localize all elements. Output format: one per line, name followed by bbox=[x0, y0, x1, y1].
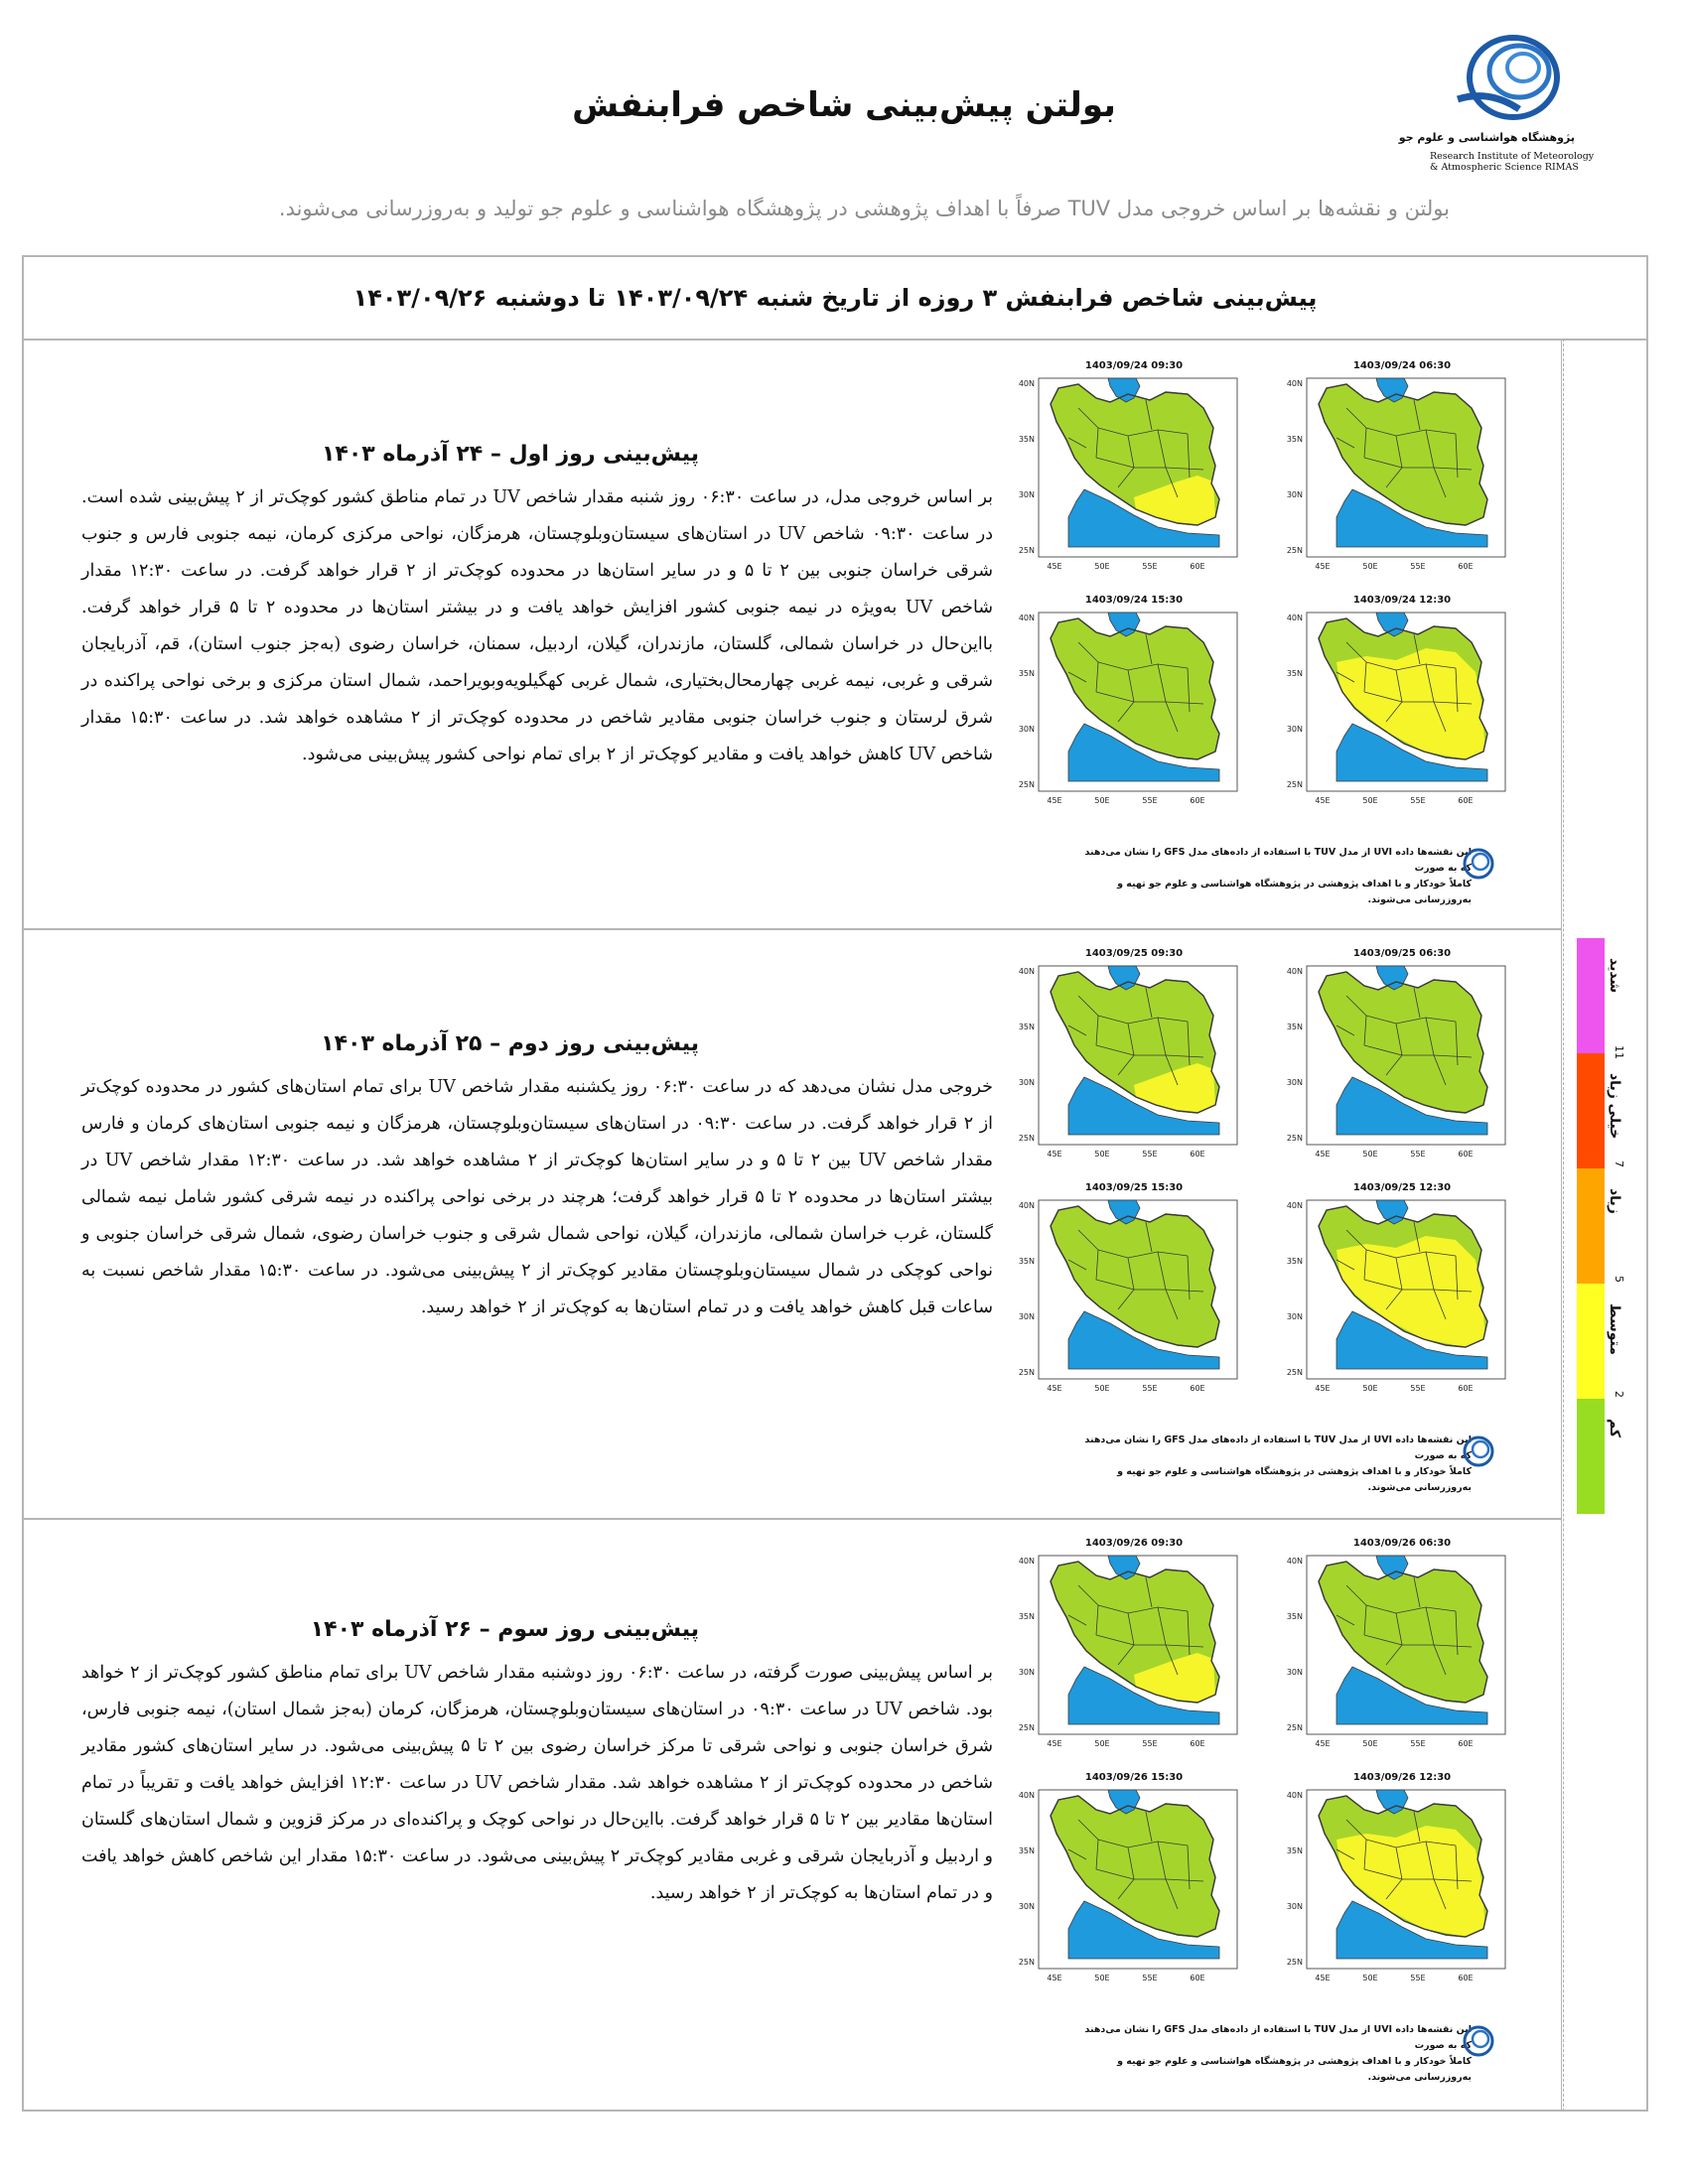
uv-map bbox=[1273, 372, 1531, 587]
lat-tick-label: 35N bbox=[1018, 435, 1035, 444]
logo-text-en: Research Institute of Meteorology & Atmospheric Science RIMAS bbox=[1430, 151, 1595, 173]
day-title: پیش‌بینی روز دوم – ۲۵ آذرماه ۱۴۰۳ bbox=[321, 1031, 699, 1056]
lat-tick-label: 25N bbox=[1286, 546, 1303, 555]
legend-label: متوسط bbox=[1607, 1303, 1622, 1355]
day-section-2 bbox=[24, 930, 1561, 1520]
legend-tick: 7 bbox=[1613, 1160, 1625, 1167]
lat-tick-label: 40N bbox=[1018, 1201, 1035, 1210]
legend-tick: 11 bbox=[1613, 1045, 1625, 1059]
lat-tick-label: 25N bbox=[1018, 1134, 1035, 1143]
lat-tick-label: 35N bbox=[1018, 1257, 1035, 1266]
lon-tick-label: 55E bbox=[1142, 796, 1158, 805]
forecast-title: پیش‌بینی شاخص فرابنفش ۳ روزه از تاریخ شنبه ۱۴۰۳/۰۹/۲۴ تا دوشنبه ۱۴۰۳/۰۹/۲۶ bbox=[24, 257, 1646, 341]
lat-tick-label: 35N bbox=[1286, 669, 1303, 678]
lat-tick-label: 40N bbox=[1286, 1557, 1303, 1566]
lon-tick-label: 45E bbox=[1047, 1974, 1062, 1982]
lon-tick-label: 55E bbox=[1142, 1739, 1158, 1748]
legend-label: کم bbox=[1607, 1419, 1622, 1438]
legend-divider bbox=[1563, 339, 1564, 2112]
lat-tick-label: 30N bbox=[1286, 1668, 1303, 1677]
lon-tick-label: 50E bbox=[1094, 1974, 1110, 1982]
uv-legend bbox=[1577, 938, 1625, 1514]
lon-tick-label: 60E bbox=[1458, 1150, 1474, 1159]
map-timestamp: 1403/09/26 06:30 bbox=[1352, 1538, 1452, 1549]
legend-label: شدید bbox=[1607, 958, 1622, 994]
small-logo-icon bbox=[1462, 2024, 1495, 2062]
lat-tick-label: 25N bbox=[1018, 546, 1035, 555]
legend-swatch bbox=[1577, 1168, 1605, 1284]
page-title: بولتن پیش‌بینی شاخص فرابنفش bbox=[572, 85, 1116, 125]
lat-tick-label: 40N bbox=[1018, 614, 1035, 622]
uv-map-panel bbox=[1273, 946, 1531, 1174]
lat-tick-label: 40N bbox=[1286, 379, 1303, 388]
map-grid bbox=[1005, 1536, 1533, 2098]
lat-tick-label: 35N bbox=[1018, 1846, 1035, 1855]
map-caption: این نقشه‌ها داده UVI از مدل TUV با استفاده از داده‌های مدل GFS را نشان می‌دهند که به صورت کاملاً خودکار و با اهداف پژوهشی در پژوهشگاه هواشناسی و علوم جو تهیه و به‌روزرسانی می‌شوند. bbox=[1084, 847, 1472, 905]
logo-text-fa: پژوهشگاه هواشناسی و علوم جو bbox=[1398, 131, 1575, 144]
lat-tick-label: 25N bbox=[1286, 1368, 1303, 1377]
lat-tick-label: 25N bbox=[1286, 1723, 1303, 1732]
legend-swatch bbox=[1577, 1284, 1605, 1399]
lon-tick-label: 60E bbox=[1190, 562, 1205, 571]
map-timestamp: 1403/09/25 09:30 bbox=[1084, 948, 1184, 959]
uv-map bbox=[1005, 960, 1263, 1174]
lat-tick-label: 30N bbox=[1286, 1902, 1303, 1911]
uv-map-panel bbox=[1273, 1180, 1531, 1409]
lon-tick-label: 55E bbox=[1410, 1739, 1426, 1748]
legend-label: خیلی زیاد bbox=[1607, 1073, 1622, 1140]
lon-tick-label: 60E bbox=[1458, 796, 1474, 805]
lat-tick-label: 30N bbox=[1018, 1902, 1035, 1911]
day-text: خروجی مدل نشان می‌دهد که در ساعت ۰۶:۳۰ روز یکشنبه مقدار شاخص UV برای تمام استان‌های کشور در محدوده کوچک‌تر از ۲ قرار خواهد گرفت. در ساعت ۰۹:۳۰ در استان‌های سیستان‌وبلوچستان، هرمزگان و نیمه جنوبی استان‌های کرمان و فارس مقدار شاخص UV بین ۲ تا ۵ و در سایر استان‌ها کوچک‌تر از ۲ مشاهده خواهد شد. در ساعت ۱۲:۳۰ مقدار شاخص UV در بیشتر استان‌ها در محدوده ۲ تا ۵ قرار خواهد گرفت؛ هرچند در برخی نواحی پراکنده در نیمه شرقی کشور شامل نیمه شمالی گلستان، غرب خراسان شمالی، مازندران، گیلان، نواحی شمال شرقی و جنوب خراسان رضوی، شمال شرقی خراسان جنوبی و نواحی کوچکی در شمال سیستان‌وبلوچستان مقادیر کوچک‌تر از ۲ پیش‌بینی می‌شود. در ساعت ۱۵:۳۰ مقدار شاخص نسبت به ساعات قبل کاهش خواهد یافت و در تمام استان‌ها به کوچک‌تر از ۲ خواهد رسید. bbox=[81, 1077, 994, 1317]
uv-map-panel bbox=[1005, 1180, 1263, 1409]
lon-tick-label: 55E bbox=[1142, 1974, 1158, 1982]
legend-swatch bbox=[1577, 1399, 1605, 1514]
uv-map bbox=[1005, 1194, 1263, 1409]
day-section-3 bbox=[24, 1520, 1561, 2112]
lon-tick-label: 50E bbox=[1362, 562, 1378, 571]
lat-tick-label: 40N bbox=[1286, 1201, 1303, 1210]
legend-tick: 2 bbox=[1613, 1391, 1625, 1398]
lon-tick-label: 50E bbox=[1362, 1384, 1378, 1393]
lat-tick-label: 40N bbox=[1018, 967, 1035, 976]
lon-tick-label: 45E bbox=[1315, 1739, 1331, 1748]
map-timestamp: 1403/09/25 12:30 bbox=[1352, 1182, 1452, 1193]
map-timestamp: 1403/09/26 15:30 bbox=[1084, 1772, 1184, 1783]
map-timestamp: 1403/09/24 06:30 bbox=[1352, 360, 1452, 371]
lat-tick-label: 40N bbox=[1018, 1791, 1035, 1800]
lat-tick-label: 25N bbox=[1018, 1723, 1035, 1732]
lon-tick-label: 60E bbox=[1458, 1974, 1474, 1982]
lat-tick-label: 30N bbox=[1286, 725, 1303, 734]
lon-tick-label: 50E bbox=[1094, 1739, 1110, 1748]
lat-tick-label: 35N bbox=[1286, 1612, 1303, 1621]
uv-map bbox=[1273, 607, 1531, 821]
lat-tick-label: 30N bbox=[1018, 1078, 1035, 1087]
lon-tick-label: 45E bbox=[1315, 1974, 1331, 1982]
legend-label: زیاد bbox=[1607, 1188, 1622, 1214]
lat-tick-label: 25N bbox=[1018, 1368, 1035, 1377]
map-timestamp: 1403/09/25 15:30 bbox=[1084, 1182, 1184, 1193]
map-grid bbox=[1005, 358, 1533, 920]
map-caption: این نقشه‌ها داده UVI از مدل TUV با استفاده از داده‌های مدل GFS را نشان می‌دهند که به صورت کاملاً خودکار و با اهداف پژوهشی در پژوهشگاه هواشناسی و علوم جو تهیه و به‌روزرسانی می‌شوند. bbox=[1084, 2024, 1472, 2083]
day-text: بر اساس پیش‌بینی صورت گرفته، در ساعت ۰۶:۳۰ روز دوشنبه مقدار شاخص UV برای تمام مناطق کشور کوچک‌تر از ۲ خواهد بود. شاخص UV در ساعت ۰۹:۳۰ در استان‌های سیستان‌وبلوچستان، هرمزگان، کرمان (به‌جز شمال استان)، نیمه جنوبی فارس، شرق خراسان جنوبی و نواحی شرقی تا مرکز خراسان رضوی بین ۲ تا ۵ پیش‌بینی می‌شود. در سایر استان‌های کشور مقادیر شاخص در محدوده کوچک‌تر از ۲ مشاهده خواهد شد. مقدار شاخص UV در ساعت ۱۲:۳۰ افزایش خواهد یافت و تقریباً در تمام استان‌ها مقادیر بین ۲ تا ۵ قرار خواهد گرفت. بااین‌حال در نواحی کوچک و پراکنده‌ای در مرکز قزوین و شمال استان‌های گلستان و اردبیل و آذربایجان شرقی و غربی مقادیر کوچک‌تر ۲ پیش‌بینی می‌شود. در ساعت ۱۵:۳۰ مقدار این شاخص کاهش خواهد یافت و در تمام استان‌ها به کوچک‌تر از ۲ خواهد رسید. bbox=[81, 1663, 994, 1903]
small-logo-icon bbox=[1462, 847, 1495, 885]
lat-tick-label: 40N bbox=[1018, 1557, 1035, 1566]
map-timestamp: 1403/09/24 09:30 bbox=[1084, 360, 1184, 371]
lon-tick-label: 45E bbox=[1047, 1150, 1062, 1159]
uv-map-panel bbox=[1273, 358, 1531, 587]
lon-tick-label: 50E bbox=[1362, 1150, 1378, 1159]
lon-tick-label: 55E bbox=[1410, 1384, 1426, 1393]
uv-map-panel bbox=[1273, 593, 1531, 821]
lon-tick-label: 55E bbox=[1410, 1974, 1426, 1982]
uv-map bbox=[1273, 1784, 1531, 1998]
uv-map bbox=[1005, 1550, 1263, 1764]
lon-tick-label: 60E bbox=[1458, 1384, 1474, 1393]
map-caption: این نقشه‌ها داده UVI از مدل TUV با استفاده از داده‌های مدل GFS را نشان می‌دهند که به صورت کاملاً خودکار و با اهداف پژوهشی در پژوهشگاه هواشناسی و علوم جو تهیه و به‌روزرسانی می‌شوند. bbox=[1084, 1434, 1472, 1493]
lon-tick-label: 50E bbox=[1094, 1384, 1110, 1393]
lon-tick-label: 60E bbox=[1458, 562, 1474, 571]
lat-tick-label: 30N bbox=[1018, 490, 1035, 499]
lon-tick-label: 50E bbox=[1094, 796, 1110, 805]
map-timestamp: 1403/09/26 12:30 bbox=[1352, 1772, 1452, 1783]
lat-tick-label: 40N bbox=[1018, 379, 1035, 388]
lon-tick-label: 50E bbox=[1362, 796, 1378, 805]
uv-map bbox=[1005, 1784, 1263, 1998]
lat-tick-label: 30N bbox=[1018, 725, 1035, 734]
uv-map bbox=[1273, 1194, 1531, 1409]
lat-tick-label: 30N bbox=[1018, 1312, 1035, 1321]
uv-map-panel bbox=[1005, 358, 1263, 587]
lat-tick-label: 25N bbox=[1018, 1958, 1035, 1967]
page-subtitle: بولتن و نقشه‌ها بر اساس خروجی مدل TUV صرفاً با اهداف پژوهشی در پژوهشگاه هواشناسی و علوم جو تولید و به‌روزرسانی می‌شوند. bbox=[278, 197, 1450, 220]
lat-tick-label: 25N bbox=[1018, 780, 1035, 789]
uv-map-panel bbox=[1273, 1770, 1531, 1998]
lat-tick-label: 35N bbox=[1018, 1612, 1035, 1621]
map-timestamp: 1403/09/25 06:30 bbox=[1352, 948, 1452, 959]
lon-tick-label: 45E bbox=[1315, 562, 1331, 571]
lon-tick-label: 60E bbox=[1458, 1739, 1474, 1748]
lon-tick-label: 55E bbox=[1142, 562, 1158, 571]
lon-tick-label: 60E bbox=[1190, 1974, 1205, 1982]
days-container bbox=[24, 339, 1562, 2112]
lon-tick-label: 45E bbox=[1315, 1384, 1331, 1393]
lat-tick-label: 25N bbox=[1286, 780, 1303, 789]
day-section-1 bbox=[24, 339, 1561, 930]
lat-tick-label: 30N bbox=[1286, 490, 1303, 499]
lon-tick-label: 45E bbox=[1047, 562, 1062, 571]
lat-tick-label: 25N bbox=[1286, 1134, 1303, 1143]
lat-tick-label: 35N bbox=[1286, 1846, 1303, 1855]
map-timestamp: 1403/09/24 12:30 bbox=[1352, 595, 1452, 606]
lat-tick-label: 35N bbox=[1286, 1257, 1303, 1266]
lat-tick-label: 35N bbox=[1018, 1023, 1035, 1031]
day-text: بر اساس خروجی مدل، در ساعت ۰۶:۳۰ روز شنبه مقدار شاخص UV در تمام مناطق کشور کوچک‌تر از ۲ پیش‌بینی شده است. در ساعت ۰۹:۳۰ شاخص UV در استان‌های سیستان‌وبلوچستان، هرمزگان، نواحی مرکزی کرمان، نیمه جنوبی فارس و جنوب شرقی خراسان جنوبی بین ۲ تا ۵ و در سایر استان‌ها در محدوده کوچک‌تر از ۲ قرار خواهد گرفت. در ساعت ۱۲:۳۰ مقدار شاخص UV به‌ویژه در نیمه جنوبی کشور افزایش خواهد یافت و در بیشتر استان‌ها در محدوده ۲ تا ۵ قرار خواهد گرفت. بااین‌حال در خراسان شمالی، گلستان، مازندران، گیلان، اردبیل، سمنان، خراسان رضوی (به‌جز جنوب استان)، قم، آذربایجان شرقی و غربی، نیمه غربی چهارمحال‌بختیاری، شمال غربی کهگیلویه‌وبویراحمد، شمال استان مرکزی و برخی نواحی پراکنده در شرق لرستان و جنوب خراسان جنوبی مقادیر شاخص در محدوده کوچک‌تر از ۲ مشاهده خواهد شد. در ساعت ۱۵:۳۰ مقدار شاخص UV کاهش خواهد یافت و مقادیر کوچک‌تر از ۲ برای تمام نواحی کشور پیش‌بینی می‌شود. bbox=[81, 487, 993, 764]
uv-map-panel bbox=[1273, 1536, 1531, 1764]
lat-tick-label: 35N bbox=[1286, 435, 1303, 444]
legend-tick: 5 bbox=[1613, 1276, 1625, 1283]
day-title: پیش‌بینی روز سوم – ۲۶ آذرماه ۱۴۰۳ bbox=[310, 1617, 699, 1642]
lon-tick-label: 45E bbox=[1047, 1739, 1062, 1748]
uv-map-panel bbox=[1005, 1536, 1263, 1764]
lon-tick-label: 60E bbox=[1190, 1150, 1205, 1159]
lat-tick-label: 30N bbox=[1018, 1668, 1035, 1677]
lon-tick-label: 60E bbox=[1190, 796, 1205, 805]
uv-map bbox=[1005, 607, 1263, 821]
lat-tick-label: 30N bbox=[1286, 1312, 1303, 1321]
lat-tick-label: 30N bbox=[1286, 1078, 1303, 1087]
map-timestamp: 1403/09/26 09:30 bbox=[1084, 1538, 1184, 1549]
map-grid bbox=[1005, 946, 1533, 1508]
lon-tick-label: 45E bbox=[1047, 1384, 1062, 1393]
lat-tick-label: 35N bbox=[1286, 1023, 1303, 1031]
legend-swatch bbox=[1577, 1053, 1605, 1168]
lat-tick-label: 40N bbox=[1286, 1791, 1303, 1800]
lat-tick-label: 40N bbox=[1286, 614, 1303, 622]
uv-map bbox=[1005, 372, 1263, 587]
lon-tick-label: 50E bbox=[1362, 1739, 1378, 1748]
lon-tick-label: 45E bbox=[1047, 796, 1062, 805]
uv-map-panel bbox=[1005, 593, 1263, 821]
lat-tick-label: 40N bbox=[1286, 967, 1303, 976]
lon-tick-label: 45E bbox=[1315, 1150, 1331, 1159]
lon-tick-label: 55E bbox=[1410, 796, 1426, 805]
lon-tick-label: 50E bbox=[1094, 1150, 1110, 1159]
legend-swatch bbox=[1577, 938, 1605, 1053]
lon-tick-label: 45E bbox=[1315, 796, 1331, 805]
uv-map bbox=[1273, 1550, 1531, 1764]
uv-map bbox=[1273, 960, 1531, 1174]
lon-tick-label: 55E bbox=[1410, 562, 1426, 571]
lat-tick-label: 25N bbox=[1286, 1958, 1303, 1967]
lon-tick-label: 60E bbox=[1190, 1739, 1205, 1748]
lon-tick-label: 55E bbox=[1142, 1384, 1158, 1393]
forecast-frame bbox=[22, 255, 1648, 2112]
lon-tick-label: 55E bbox=[1142, 1150, 1158, 1159]
uv-map-panel bbox=[1005, 946, 1263, 1174]
lon-tick-label: 60E bbox=[1190, 1384, 1205, 1393]
lat-tick-label: 35N bbox=[1018, 669, 1035, 678]
lon-tick-label: 55E bbox=[1410, 1150, 1426, 1159]
small-logo-icon bbox=[1462, 1434, 1495, 1472]
uv-map-panel bbox=[1005, 1770, 1263, 1998]
day-title: پیش‌بینی روز اول – ۲۴ آذرماه ۱۴۰۳ bbox=[321, 442, 699, 467]
lon-tick-label: 50E bbox=[1094, 562, 1110, 571]
lon-tick-label: 50E bbox=[1362, 1974, 1378, 1982]
map-timestamp: 1403/09/24 15:30 bbox=[1084, 595, 1184, 606]
